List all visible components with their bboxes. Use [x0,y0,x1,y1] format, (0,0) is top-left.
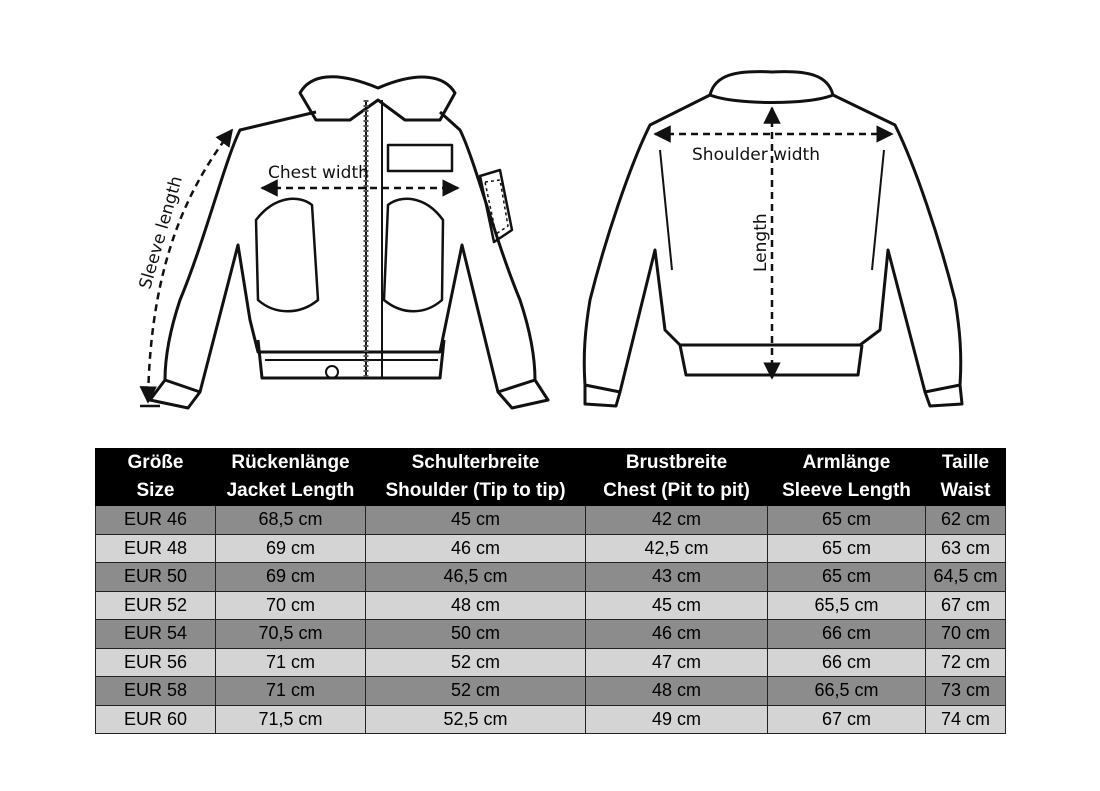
cell-chest: 42,5 cm [586,534,768,563]
table-row [96,648,1006,677]
cell-chest: 43 cm [586,563,768,592]
cell-size: EUR 48 [96,534,216,563]
cell-sleeve-length: 65,5 cm [768,591,926,620]
cell-shoulder: 52,5 cm [366,705,586,734]
header-waist: Taille Waist [926,449,1006,506]
cell-waist: 73 cm [926,677,1006,706]
cell-sleeve-length: 67 cm [768,705,926,734]
cell-chest: 46 cm [586,620,768,649]
header-sleeve-length: Armlänge Sleeve Length [768,449,926,506]
cell-jacket-length: 71 cm [216,648,366,677]
table-row [96,591,1006,620]
cell-shoulder: 52 cm [366,677,586,706]
cell-waist: 70 cm [926,620,1006,649]
cell-sleeve-length: 65 cm [768,563,926,592]
sleeve-length-label: Sleeve length [135,173,187,292]
cell-chest: 49 cm [586,705,768,734]
cell-sleeve-length: 66,5 cm [768,677,926,706]
cell-jacket-length: 70,5 cm [216,620,366,649]
cell-size: EUR 56 [96,648,216,677]
cell-shoulder: 45 cm [366,506,586,535]
cell-size: EUR 58 [96,677,216,706]
cell-sleeve-length: 65 cm [768,534,926,563]
chest-width-label: Chest width [268,163,369,183]
cell-chest: 47 cm [586,648,768,677]
cell-sleeve-length: 65 cm [768,506,926,535]
cell-waist: 62 cm [926,506,1006,535]
cell-waist: 64,5 cm [926,563,1006,592]
cell-size: EUR 46 [96,506,216,535]
cell-sleeve-length: 66 cm [768,620,926,649]
shoulder-width-label: Shoulder width [692,145,820,165]
cell-jacket-length: 69 cm [216,563,366,592]
cell-size: EUR 54 [96,620,216,649]
cell-waist: 72 cm [926,648,1006,677]
cell-waist: 67 cm [926,591,1006,620]
table-row [96,534,1006,563]
cell-size: EUR 52 [96,591,216,620]
table-row [96,620,1006,649]
cell-waist: 74 cm [926,705,1006,734]
cell-jacket-length: 69 cm [216,534,366,563]
cell-shoulder: 52 cm [366,648,586,677]
cell-shoulder: 46 cm [366,534,586,563]
cell-size: EUR 50 [96,563,216,592]
cell-shoulder: 50 cm [366,620,586,649]
table-row [96,677,1006,706]
cell-jacket-length: 71,5 cm [216,705,366,734]
cell-size: EUR 60 [96,705,216,734]
header-jacket-length: Rückenlänge Jacket Length [216,449,366,506]
header-shoulder: Schulterbreite Shoulder (Tip to tip) [366,449,586,506]
header-size: Größe Size [96,449,216,506]
cell-sleeve-length: 66 cm [768,648,926,677]
front-jacket-drawing [150,77,548,408]
table-row [96,506,1006,535]
cell-jacket-length: 68,5 cm [216,506,366,535]
cell-chest: 48 cm [586,677,768,706]
cell-waist: 63 cm [926,534,1006,563]
table-row [96,563,1006,592]
table-row [96,705,1006,734]
table-header-row [96,449,1006,506]
cell-shoulder: 46,5 cm [366,563,586,592]
cell-chest: 45 cm [586,591,768,620]
cell-jacket-length: 70 cm [216,591,366,620]
size-table [95,448,1006,734]
header-chest: Brustbreite Chest (Pit to pit) [586,449,768,506]
cell-chest: 42 cm [586,506,768,535]
cell-jacket-length: 71 cm [216,677,366,706]
cell-shoulder: 48 cm [366,591,586,620]
length-label: Length [751,213,771,272]
